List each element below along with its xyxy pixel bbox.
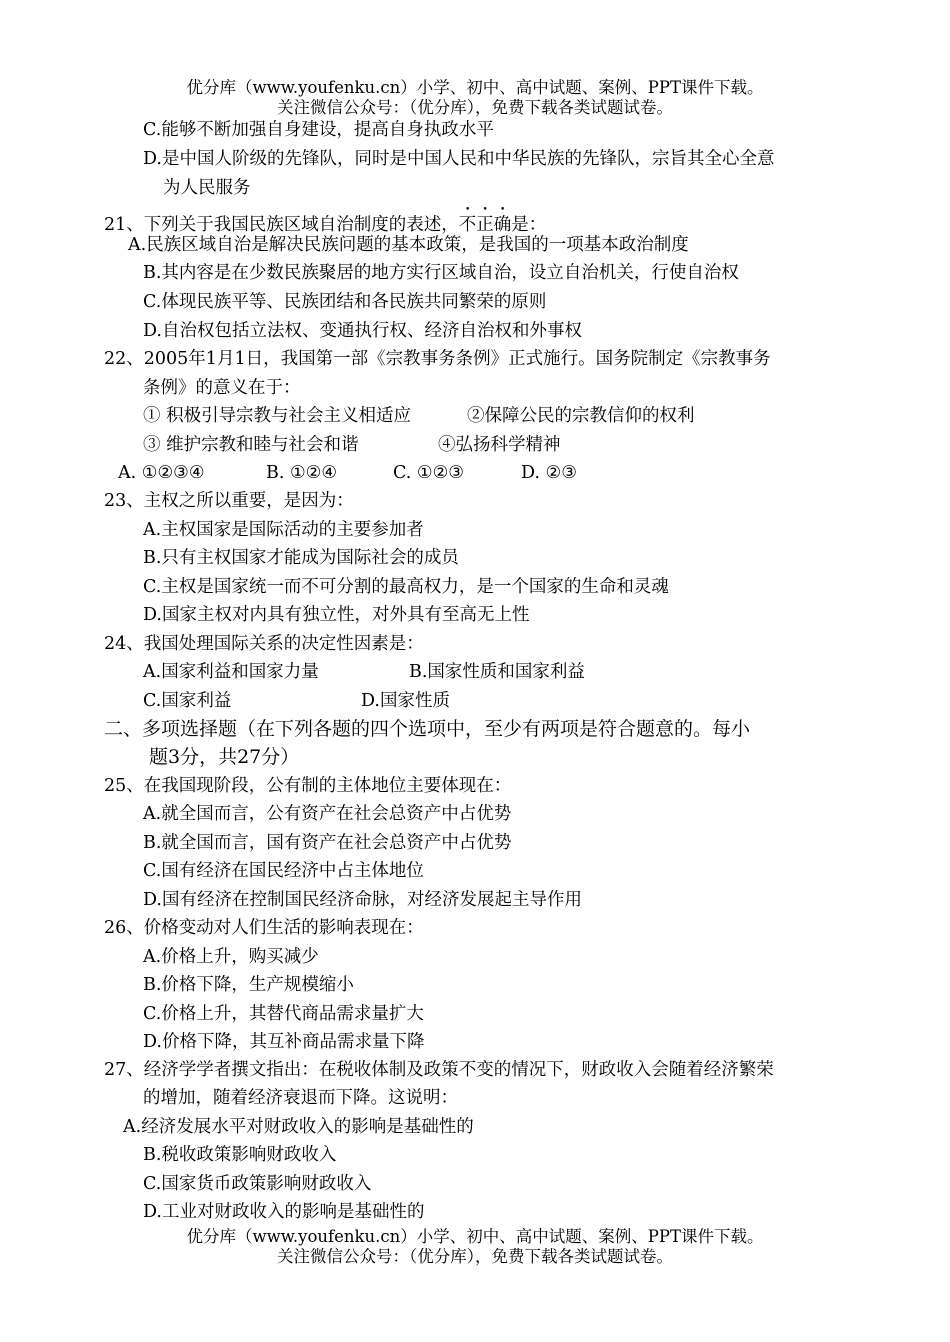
q23-option-c: C.主权是国家统一而不可分割的最高权力，是一个国家的生命和灵魂 [143,577,669,597]
section-2-line-1: 二、多项选择题（在下列各题的四个选项中，至少有两项是符合题意的。每小 [104,718,751,740]
q21-option-b: B.其内容是在少数民族聚居的地方实行区域自治，设立自治机关，行使自治权 [143,263,739,283]
footer-line-2: 关注微信公众号：（优分库），免费下载各类试题试卷。 [277,1247,673,1266]
q27-option-b: B.税收政策影响财政收入 [143,1145,337,1165]
q23-option-d: D.国家主权对内具有独立性，对外具有至高无上性 [143,605,530,625]
q22-item-3: ③ 维护宗教和睦与社会和谐 [143,435,359,455]
q22-option-c: C. ①②③ [393,463,464,483]
q21-stem [104,205,546,236]
q22-item-1: ① 积极引导宗教与社会主义相适应 [143,406,412,426]
q27-stem-line-2: 的增加，随着经济衰退而下降。这说明： [143,1088,458,1108]
q26-option-c: C.价格上升，其替代商品需求量扩大 [143,1004,424,1024]
q26-option-a: A.价格上升，购买减少 [143,947,319,967]
q26-option-b: B.价格下降，生产规模缩小 [143,975,354,995]
q22-option-d: D. ②③ [521,463,577,483]
q26-option-d: D.价格下降，其互补商品需求量下降 [143,1032,425,1052]
q21-option-a: A.民族区域自治是解决民族问题的基本政策，是我国的一项基本政治制度 [128,235,689,255]
q24-option-d: D.国家性质 [361,691,450,711]
q25-option-b: B.就全国而言，国有资产在社会总资产中占优势 [143,833,512,853]
q24-option-b: B.国家性质和国家利益 [409,662,585,682]
header-line-1: 优分库（www.youfenku.cn）小学、初中、高中试题、案例、PPT课件下载。 [186,78,764,97]
q21-option-d: D.自治权包括立法权、变通执行权、经济自治权和外事权 [143,321,582,341]
q26-stem: 26、价格变动对人们生活的影响表现在： [104,918,424,938]
q25-stem: 25、在我国现阶段，公有制的主体地位主要体现在： [104,776,512,796]
q23-option-b: B.只有主权国家才能成为国际社会的成员 [143,548,459,568]
q24-option-c: C.国家利益 [143,691,232,711]
q21-option-c: C.体现民族平等、民族团结和各民族共同繁荣的原则 [143,292,547,312]
q24-stem: 24、我国处理国际关系的决定性因素是： [104,634,424,654]
q22-item-2: ②保障公民的宗教信仰的权利 [467,406,695,426]
q24-option-a: A.国家利益和国家力量 [143,662,319,682]
q21-stem-suffix: 是： [511,215,547,235]
q21-stem-prefix: 21、下列关于我国民族区域自治制度的表述， [104,215,459,235]
footer-line-1: 优分库（www.youfenku.cn）小学、初中、高中试题、案例、PPT课件下载。 [186,1227,764,1246]
q22-option-a: A. ①②③④ [118,463,205,483]
q20-option-c: C.能够不断加强自身建设，提高自身执政水平 [143,120,494,140]
q25-option-a: A.就全国而言，公有资产在社会总资产中占优势 [143,804,512,824]
q25-option-c: C.国有经济在国民经济中占主体地位 [143,861,424,881]
header-line-2: 关注微信公众号：（优分库），免费下载各类试题试卷。 [277,98,673,117]
q20-option-d-line-1: D.是中国人阶级的先锋队，同时是中国人民和中华民族的先锋队，宗旨其全心全意 [143,149,775,169]
q22-item-4: ④弘扬科学精神 [438,435,561,455]
q27-option-a: A.经济发展水平对财政收入的影响是基础性的 [123,1117,474,1137]
q23-option-a: A.主权国家是国际活动的主要参加者 [143,520,424,540]
q27-stem-line-1: 27、经济学学者撰文指出：在税收体制及政策不变的情况下，财政收入会随着经济繁荣 [104,1060,774,1080]
q22-option-b: B. ①②④ [266,463,338,483]
q22-stem-line-2: 条例》的意义在于： [143,378,301,398]
q22-stem-line-1: 22、2005年1月1日，我国第一部《宗教事务条例》正式施行。国务院制定《宗教事务 [104,349,771,369]
q23-stem: 23、主权之所以重要，是因为： [104,491,354,511]
section-2-line-2: 题3分，共27分） [149,746,300,768]
q21-stem-emphasis: 不正确 [458,215,512,235]
q27-option-c: C.国家货币政策影响财政收入 [143,1174,372,1194]
q20-option-d-line-2: 为人民服务 [163,178,251,198]
q25-option-d: D.国有经济在控制国民经济命脉，对经济发展起主导作用 [143,890,582,910]
q27-option-d: D.工业对财政收入的影响是基础性的 [143,1202,425,1222]
